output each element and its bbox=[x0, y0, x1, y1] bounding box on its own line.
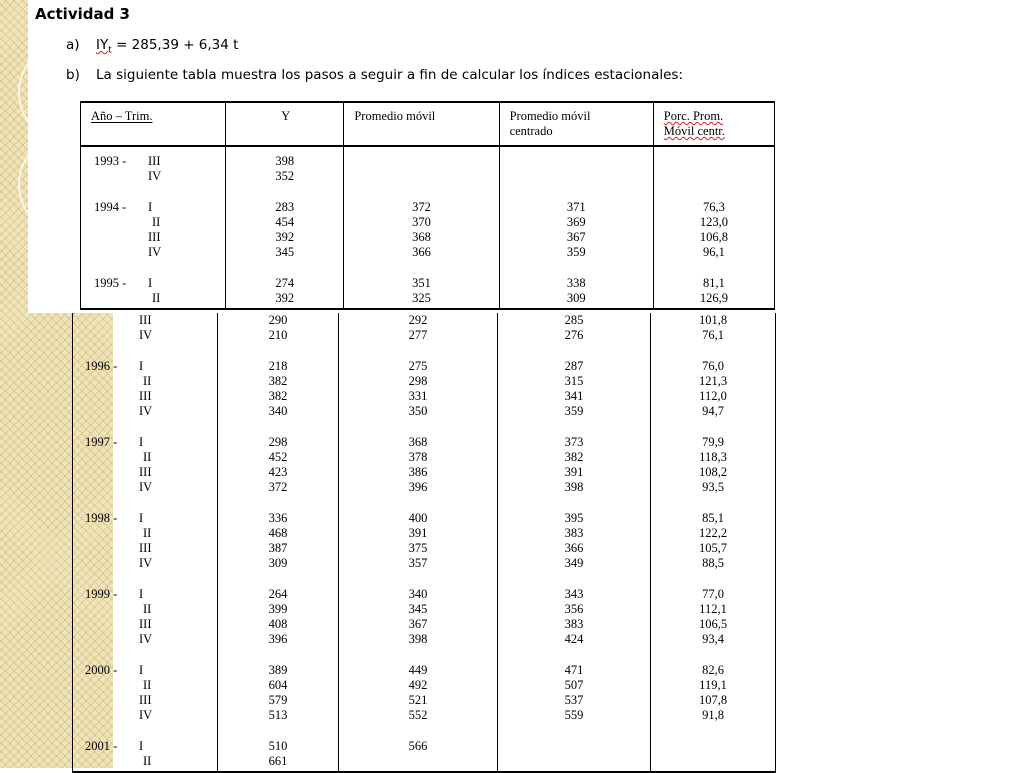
table-row-cell: 107,8 bbox=[698, 693, 728, 707]
quarter-label: I bbox=[148, 200, 153, 214]
table-row-cell bbox=[73, 754, 217, 769]
group-gap bbox=[339, 495, 497, 511]
table-row-cell: 274 bbox=[275, 276, 295, 290]
group-gap bbox=[498, 343, 650, 359]
year-label: 1996 - bbox=[85, 359, 118, 373]
table-row-cell: 408 bbox=[268, 617, 288, 631]
table-row-cell bbox=[73, 435, 217, 450]
column-pm bbox=[344, 146, 499, 309]
table-row-cell: 382 bbox=[268, 374, 288, 388]
table-row-cell: 105,7 bbox=[698, 541, 728, 555]
group-gap bbox=[81, 184, 225, 200]
table-row-cell: 389 bbox=[268, 663, 288, 677]
group-gap bbox=[73, 571, 217, 587]
table-row-cell: 373 bbox=[564, 435, 584, 449]
table-row-cell bbox=[81, 215, 225, 230]
item-a-marker: a) bbox=[66, 37, 80, 53]
column-pm-values bbox=[339, 313, 497, 771]
table-row-cell: 366 bbox=[412, 245, 431, 259]
group-gap bbox=[218, 647, 338, 663]
group-gap bbox=[651, 343, 775, 359]
table-row-cell: 343 bbox=[564, 587, 584, 601]
table-row-cell: 357 bbox=[408, 556, 428, 570]
table-row-cell: 218 bbox=[268, 359, 288, 373]
table-row-cell bbox=[73, 739, 217, 754]
table-row-cell: 513 bbox=[268, 708, 288, 722]
table-row-cell: 471 bbox=[564, 663, 584, 677]
quarter-label: II bbox=[143, 678, 152, 692]
table-row-cell: 350 bbox=[408, 404, 428, 418]
column-y bbox=[218, 313, 339, 772]
table-row-cell: 336 bbox=[268, 511, 288, 525]
table-row-cell: 94,7 bbox=[702, 404, 724, 418]
group-gap bbox=[498, 495, 650, 511]
table-row-cell bbox=[81, 230, 225, 245]
table-row-cell: 399 bbox=[268, 602, 288, 616]
regression-y-symbol bbox=[96, 37, 112, 56]
column-y-values bbox=[226, 147, 343, 308]
table-row-cell: 76,3 bbox=[702, 200, 725, 214]
table-row-cell: 108,2 bbox=[698, 465, 728, 479]
table-row-cell: 359 bbox=[564, 404, 584, 418]
table-row-cell: 378 bbox=[408, 450, 428, 464]
quarter-label: IV bbox=[148, 169, 162, 183]
quarter-label: II bbox=[143, 526, 152, 540]
table-row-cell bbox=[500, 154, 653, 169]
group-gap bbox=[498, 419, 650, 435]
table-row-cell: 292 bbox=[408, 313, 428, 327]
group-gap bbox=[218, 723, 338, 739]
quarter-label: IV bbox=[139, 708, 153, 722]
table-row-cell bbox=[651, 754, 775, 769]
table-row-cell bbox=[344, 169, 498, 184]
table-row-cell: 118,3 bbox=[699, 450, 727, 464]
table-row-cell: 383 bbox=[564, 526, 584, 540]
group-gap bbox=[339, 419, 497, 435]
table-row-cell: 552 bbox=[408, 708, 428, 722]
item-b bbox=[66, 67, 683, 83]
page-title: Actividad 3 bbox=[35, 5, 130, 23]
table-row-cell: 119,1 bbox=[699, 678, 727, 692]
table-row-cell: 290 bbox=[268, 313, 288, 327]
year-label: 2000 - bbox=[85, 663, 118, 677]
table-row-cell: 359 bbox=[566, 245, 586, 259]
table-row-cell: 210 bbox=[268, 328, 288, 342]
table-row-cell: 372 bbox=[412, 200, 431, 214]
table-row-cell: 510 bbox=[268, 739, 288, 753]
table-row-cell: 383 bbox=[564, 617, 584, 631]
quarter-label: IV bbox=[139, 632, 153, 646]
column-pmc-values bbox=[498, 313, 650, 771]
table-row-cell: 468 bbox=[268, 526, 288, 540]
year-label: 1993 - bbox=[94, 154, 127, 168]
header-y bbox=[226, 102, 344, 146]
table-row-cell: 106,8 bbox=[699, 230, 728, 244]
table-row-cell: 285 bbox=[564, 313, 584, 327]
header-y-label: Y bbox=[281, 109, 291, 123]
table-row-cell: 122,2 bbox=[698, 526, 728, 540]
table-row-cell: 371 bbox=[566, 200, 586, 214]
table-row-cell: 309 bbox=[566, 291, 586, 305]
quarter-label: IV bbox=[139, 480, 153, 494]
table-row-cell: 283 bbox=[275, 200, 295, 214]
table-row-cell: 395 bbox=[564, 511, 584, 525]
table-row-cell: 126,9 bbox=[699, 291, 728, 305]
table-row-cell bbox=[344, 154, 498, 169]
column-period bbox=[81, 146, 226, 309]
table-header-row bbox=[81, 102, 775, 146]
quarter-label: IV bbox=[148, 245, 162, 259]
table-row-cell: 521 bbox=[408, 693, 428, 707]
table-row-cell bbox=[73, 313, 217, 328]
table-row-cell bbox=[73, 465, 217, 480]
table-row-cell: 81,1 bbox=[702, 276, 725, 290]
table-row-cell: 315 bbox=[564, 374, 584, 388]
table-row-cell: 452 bbox=[268, 450, 288, 464]
table-row-cell: 123,0 bbox=[699, 215, 728, 229]
table-row-cell bbox=[498, 754, 650, 769]
table-row-cell: 341 bbox=[564, 389, 584, 403]
table-row-cell: 386 bbox=[408, 465, 428, 479]
table-row-cell: 298 bbox=[268, 435, 288, 449]
table-row-cell bbox=[73, 708, 217, 723]
group-gap bbox=[218, 419, 338, 435]
table-row-cell: 400 bbox=[408, 511, 428, 525]
table-row-cell: 392 bbox=[275, 291, 295, 305]
table-row-cell: 345 bbox=[275, 245, 295, 259]
quarter-label: III bbox=[139, 389, 152, 403]
group-gap bbox=[339, 343, 497, 359]
table-row-cell: 396 bbox=[268, 632, 288, 646]
quarter-label: II bbox=[152, 291, 161, 305]
table-row-cell: 391 bbox=[408, 526, 428, 540]
table-row-cell bbox=[73, 632, 217, 647]
group-gap bbox=[339, 647, 497, 663]
group-gap bbox=[654, 260, 774, 276]
header-period bbox=[81, 102, 226, 146]
table-row-cell: 368 bbox=[408, 435, 428, 449]
table-row-cell bbox=[73, 617, 217, 632]
table-row-cell: 275 bbox=[408, 359, 428, 373]
table-row-cell bbox=[73, 374, 217, 389]
quarter-label: I bbox=[139, 587, 144, 601]
table-row-cell bbox=[73, 404, 217, 419]
group-gap bbox=[73, 495, 217, 511]
table-row-cell: 492 bbox=[408, 678, 428, 692]
quarter-label: III bbox=[139, 465, 152, 479]
item-a bbox=[66, 37, 238, 56]
table-row-cell: 382 bbox=[564, 450, 584, 464]
item-b-marker: b) bbox=[66, 67, 80, 83]
table-row-cell: 454 bbox=[275, 215, 295, 229]
table-row-cell: 370 bbox=[412, 215, 431, 229]
y-symbol: IY bbox=[96, 37, 109, 53]
group-gap bbox=[498, 723, 650, 739]
group-gap bbox=[651, 419, 775, 435]
table-top bbox=[80, 101, 775, 310]
group-gap bbox=[339, 571, 497, 587]
column-pct bbox=[651, 313, 776, 772]
column-y bbox=[226, 146, 344, 309]
table-row-cell: 96,1 bbox=[702, 245, 725, 259]
quarter-label: III bbox=[139, 617, 152, 631]
quarter-label: I bbox=[139, 663, 144, 677]
group-gap bbox=[344, 184, 498, 200]
group-gap bbox=[500, 184, 653, 200]
table-row-cell: 566 bbox=[408, 739, 428, 753]
quarter-label: II bbox=[143, 450, 152, 464]
y-subscript: t bbox=[108, 45, 112, 56]
header-percent bbox=[653, 102, 774, 146]
table-row-cell: 112,0 bbox=[699, 389, 727, 403]
table-row-cell: 276 bbox=[564, 328, 584, 342]
table-row-cell: 449 bbox=[408, 663, 428, 677]
group-gap bbox=[73, 343, 217, 359]
table-row-cell: 76,0 bbox=[702, 359, 724, 373]
column-period-values bbox=[73, 313, 217, 771]
table-row-cell: 85,1 bbox=[702, 511, 724, 525]
table-row-cell: 325 bbox=[412, 291, 431, 305]
table-row-cell bbox=[498, 739, 650, 754]
table-row-cell: 82,6 bbox=[702, 663, 724, 677]
group-gap bbox=[226, 184, 343, 200]
table-row-cell: 77,0 bbox=[702, 587, 724, 601]
table-row-cell bbox=[73, 587, 217, 602]
table-row-cell: 424 bbox=[564, 632, 584, 646]
table-row-cell: 340 bbox=[408, 587, 428, 601]
column-pmc bbox=[499, 146, 653, 309]
table-row-cell bbox=[73, 389, 217, 404]
quarter-label: I bbox=[139, 511, 144, 525]
quarter-label: IV bbox=[139, 328, 153, 342]
table-row-cell: 91,8 bbox=[702, 708, 724, 722]
table-row-cell: 88,5 bbox=[702, 556, 724, 570]
table-row-cell: 264 bbox=[268, 587, 288, 601]
table-row-cell: 112,1 bbox=[699, 602, 727, 616]
year-label: 1995 - bbox=[94, 276, 127, 290]
table-continuation bbox=[72, 313, 776, 773]
header-pct-line2: Móvil centr. bbox=[663, 124, 725, 138]
year-label: 2001 - bbox=[85, 739, 118, 753]
table-row-cell: 661 bbox=[268, 754, 288, 768]
group-gap bbox=[498, 647, 650, 663]
quarter-label: I bbox=[139, 359, 144, 373]
table-body-row bbox=[81, 146, 775, 309]
column-pct-values bbox=[654, 147, 774, 308]
year-label: 1999 - bbox=[85, 587, 118, 601]
table-row-cell: 349 bbox=[564, 556, 584, 570]
table-row-cell: 356 bbox=[564, 602, 584, 616]
table-row-cell: 338 bbox=[566, 276, 586, 290]
table-row-cell: 396 bbox=[408, 480, 428, 494]
table-row-cell: 392 bbox=[275, 230, 295, 244]
group-gap bbox=[218, 495, 338, 511]
table-row-cell: 537 bbox=[564, 693, 584, 707]
table-row-cell: 375 bbox=[408, 541, 428, 555]
group-gap bbox=[339, 723, 497, 739]
table-row-cell bbox=[73, 602, 217, 617]
table-row-cell: 331 bbox=[408, 389, 428, 403]
table-row-cell: 423 bbox=[268, 465, 288, 479]
table-row-cell: 368 bbox=[412, 230, 431, 244]
table-row-cell: 309 bbox=[268, 556, 288, 570]
year-label: 1998 - bbox=[85, 511, 118, 525]
table-row-cell: 76,1 bbox=[702, 328, 724, 342]
table-row-cell: 93,4 bbox=[702, 632, 724, 646]
quarter-label: II bbox=[143, 602, 152, 616]
column-pm bbox=[339, 313, 498, 772]
table-row-cell bbox=[73, 678, 217, 693]
table-row-cell bbox=[654, 154, 774, 169]
group-gap bbox=[654, 184, 774, 200]
header-moving-avg bbox=[344, 102, 499, 146]
year-label: 1994 - bbox=[94, 200, 127, 214]
table-row-cell: 372 bbox=[268, 480, 288, 494]
table-row-cell: 106,5 bbox=[698, 617, 728, 631]
group-gap bbox=[218, 571, 338, 587]
group-gap bbox=[498, 571, 650, 587]
table-row-cell: 559 bbox=[564, 708, 584, 722]
quarter-label: III bbox=[148, 154, 161, 168]
quarter-label: II bbox=[143, 374, 152, 388]
column-y-values bbox=[218, 313, 338, 771]
table-row-cell bbox=[73, 541, 217, 556]
group-gap bbox=[218, 343, 338, 359]
quarter-label: I bbox=[148, 276, 153, 290]
table-row-cell: 345 bbox=[408, 602, 428, 616]
table-row-cell bbox=[73, 359, 217, 374]
table-row-cell: 369 bbox=[566, 215, 586, 229]
header-centered-line2: centrado bbox=[509, 124, 553, 138]
table-row-cell: 367 bbox=[408, 617, 428, 631]
column-pct bbox=[653, 146, 774, 309]
group-gap bbox=[73, 647, 217, 663]
table-row-cell bbox=[73, 480, 217, 495]
table-row-cell: 277 bbox=[408, 328, 428, 342]
table-row-cell bbox=[73, 511, 217, 526]
table-row-cell: 398 bbox=[564, 480, 584, 494]
table-row-cell bbox=[81, 245, 225, 260]
table-row-cell: 352 bbox=[275, 169, 295, 183]
table-row-cell: 351 bbox=[412, 276, 431, 290]
group-gap bbox=[651, 723, 775, 739]
table-row-cell bbox=[81, 200, 225, 215]
table-row-cell: 398 bbox=[408, 632, 428, 646]
quarter-label: III bbox=[139, 313, 152, 327]
table-row-cell bbox=[81, 276, 225, 291]
table-row-cell bbox=[73, 556, 217, 571]
group-gap bbox=[500, 260, 653, 276]
table-row-cell bbox=[73, 663, 217, 678]
table-body-row bbox=[73, 313, 776, 772]
header-centered-line1: Promedio móvil bbox=[509, 109, 591, 123]
seasonal-index-table bbox=[80, 101, 775, 310]
quarter-label: II bbox=[143, 754, 152, 768]
quarter-label: IV bbox=[139, 556, 153, 570]
table-row-cell bbox=[500, 169, 653, 184]
regression-equation: = 285,39 + 6,34 t bbox=[116, 37, 239, 53]
table-row-cell bbox=[73, 693, 217, 708]
table-row-cell: 101,8 bbox=[698, 313, 728, 327]
column-period-values bbox=[81, 147, 225, 308]
table-row-cell: 604 bbox=[268, 678, 288, 692]
header-period-label: Año – Trim. bbox=[91, 109, 153, 123]
quarter-label: III bbox=[139, 693, 152, 707]
group-gap bbox=[651, 571, 775, 587]
quarter-label: I bbox=[139, 435, 144, 449]
table-row-cell bbox=[339, 754, 497, 769]
seasonal-index-table-lower bbox=[72, 313, 776, 773]
year-label: 1997 - bbox=[85, 435, 118, 449]
table-row-cell: 387 bbox=[268, 541, 288, 555]
table-row-cell bbox=[651, 739, 775, 754]
column-period bbox=[73, 313, 218, 772]
column-pct-values bbox=[651, 313, 775, 771]
column-pmc-values bbox=[500, 147, 653, 308]
quarter-label: I bbox=[139, 739, 144, 753]
header-moving-avg-label: Promedio móvil bbox=[354, 109, 436, 123]
table-row-cell: 121,3 bbox=[698, 374, 728, 388]
table-row-cell: 367 bbox=[566, 230, 586, 244]
group-gap bbox=[81, 260, 225, 276]
group-gap bbox=[73, 419, 217, 435]
table-row-cell bbox=[73, 526, 217, 541]
column-pm-values bbox=[344, 147, 498, 308]
table-row-cell: 579 bbox=[268, 693, 288, 707]
quarter-label: III bbox=[148, 230, 161, 244]
header-pct-line1: Porc. Prom. bbox=[663, 109, 724, 123]
group-gap bbox=[344, 260, 498, 276]
table-row-cell: 93,5 bbox=[702, 480, 724, 494]
table-row-cell: 287 bbox=[564, 359, 584, 373]
table-row-cell bbox=[81, 169, 225, 184]
table-row-cell bbox=[73, 450, 217, 465]
table-row-cell: 366 bbox=[564, 541, 584, 555]
group-gap bbox=[73, 723, 217, 739]
table-row-cell: 398 bbox=[275, 154, 295, 168]
group-gap bbox=[651, 495, 775, 511]
table-row-cell bbox=[81, 291, 225, 306]
quarter-label: IV bbox=[139, 404, 153, 418]
group-gap bbox=[651, 647, 775, 663]
table-row-cell: 507 bbox=[564, 678, 584, 692]
group-gap bbox=[226, 260, 343, 276]
table-row-cell bbox=[73, 328, 217, 343]
table-row-cell bbox=[81, 154, 225, 169]
table-row-cell: 340 bbox=[268, 404, 288, 418]
table-row-cell: 298 bbox=[408, 374, 428, 388]
item-b-text: La siguiente tabla muestra los pasos a seguir a fin de calcular los índices estacionales: bbox=[96, 67, 684, 83]
column-pmc bbox=[498, 313, 651, 772]
table-row-cell: 79,9 bbox=[702, 435, 724, 449]
header-centered-avg bbox=[499, 102, 653, 146]
table-row-cell bbox=[654, 169, 774, 184]
quarter-label: II bbox=[152, 215, 161, 229]
quarter-label: III bbox=[139, 541, 152, 555]
table-row-cell: 382 bbox=[268, 389, 288, 403]
table-row-cell: 391 bbox=[564, 465, 584, 479]
